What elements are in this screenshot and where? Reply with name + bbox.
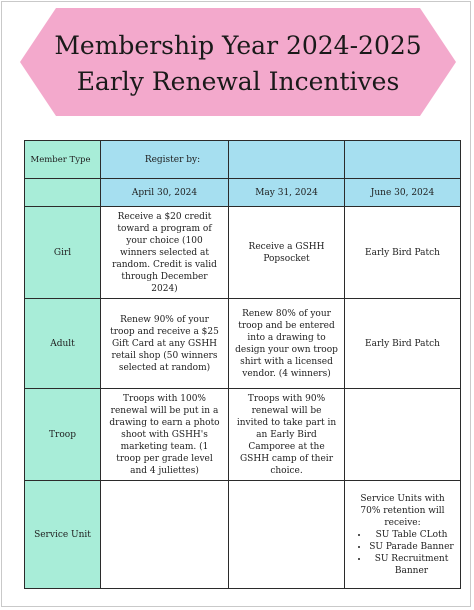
girl-june-cell: Early Bird Patch bbox=[345, 207, 461, 299]
banner-title-line1: Membership Year 2024-2025 bbox=[54, 31, 422, 60]
row-label-troop: Troop bbox=[25, 389, 101, 481]
row-label-service-unit: Service Unit bbox=[25, 481, 101, 589]
incentives-table bbox=[24, 140, 461, 589]
adult-june-cell: Early Bird Patch bbox=[345, 299, 461, 389]
banner-title-line2: Early Renewal Incentives bbox=[76, 67, 400, 96]
title-banner bbox=[20, 8, 456, 116]
service-unit-intro: Service Units with 70% retention will receive: bbox=[360, 493, 445, 528]
member-type-header: Member Type bbox=[25, 141, 101, 179]
girl-may-cell: Receive a GSHH Popsocket bbox=[229, 207, 345, 299]
header-blank-cell bbox=[229, 141, 345, 179]
troop-april-cell: Troops with 100% renewal will be put in a drawing to earn a photo shoot with GSHH's marketing team. (1 troop per grade level and 4 juliettes) bbox=[101, 389, 229, 481]
adult-april-cell: Renew 90% of your troop and receive a $25 Gift Card at any GSHH retail shop (50 winners selected at random) bbox=[101, 299, 229, 389]
service-unit-may-cell bbox=[229, 481, 345, 589]
date-header-may: May 31, 2024 bbox=[229, 179, 345, 207]
troop-june-cell bbox=[345, 389, 461, 481]
service-unit-april-cell bbox=[101, 481, 229, 589]
row-label-adult: Adult bbox=[25, 299, 101, 389]
table-row bbox=[25, 207, 461, 299]
girl-april-cell: Receive a $20 credit toward a program of your choice (100 winners selected at random. Credit is valid through December 2024) bbox=[101, 207, 229, 299]
service-unit-june-cell bbox=[345, 481, 461, 589]
list-item: • SU Parade Banner bbox=[369, 541, 454, 553]
dates-row bbox=[25, 179, 461, 207]
adult-may-cell: Renew 80% of your troop and be entered into a drawing to design your own troop shirt with a licensed vendor. (4 winners) bbox=[229, 299, 345, 389]
list-item: • SU Recruitment Banner bbox=[369, 553, 454, 577]
header-row bbox=[25, 141, 461, 179]
table-row bbox=[25, 389, 461, 481]
header-blank-cell bbox=[345, 141, 461, 179]
list-item: • SU Table CLoth bbox=[369, 529, 454, 541]
table-row bbox=[25, 481, 461, 589]
date-header-april: April 30, 2024 bbox=[101, 179, 229, 207]
table-row bbox=[25, 299, 461, 389]
troop-may-cell: Troops with 90% renewal will be invited to take part in an Early Bird Camporee at the GSHH camp of their choice. bbox=[229, 389, 345, 481]
date-header-june: June 30, 2024 bbox=[345, 179, 461, 207]
banner-title bbox=[20, 28, 456, 100]
service-unit-rewards-list bbox=[351, 529, 454, 577]
register-by-header: Register by: bbox=[101, 141, 229, 179]
dates-row-label-cell bbox=[25, 179, 101, 207]
row-label-girl: Girl bbox=[25, 207, 101, 299]
